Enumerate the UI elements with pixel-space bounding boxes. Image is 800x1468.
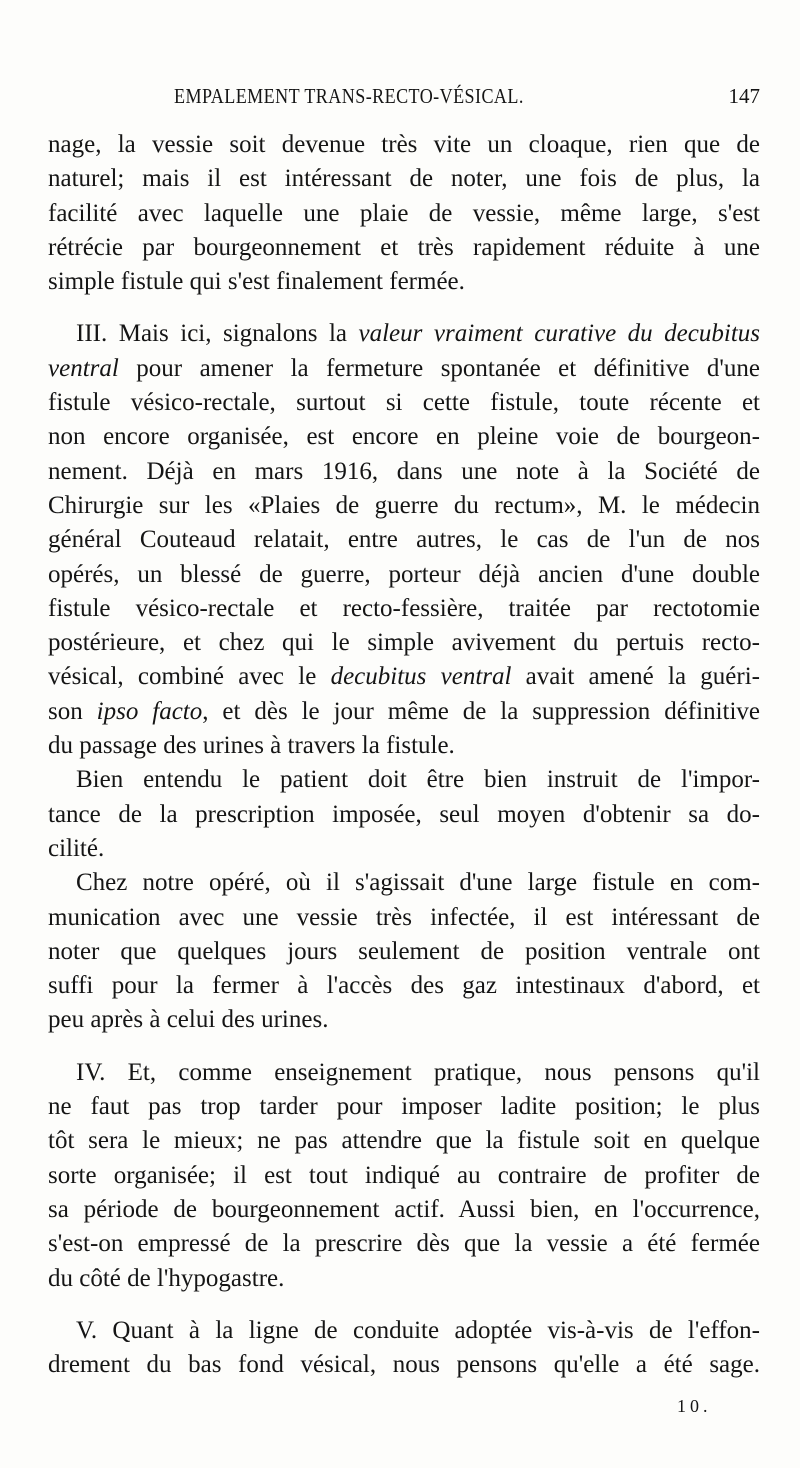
text-line: ventral pour amener la fermeture spontanée et définitive d'une	[48, 354, 760, 382]
text-line: tance de la prescription imposée, seul moyen d'obtenir sa do-	[48, 800, 760, 828]
text-line: fistule vésico-rectale et recto-fessière, traitée par rectotomie	[48, 594, 760, 622]
paragraph-IV	[48, 1056, 760, 1296]
text-line: vésical, combiné avec le decubitus ventral avait amené la guéri-	[48, 663, 760, 691]
text-line: simple fistule qui s'est finalement fermée.	[48, 268, 465, 296]
text-line: suffi pour la fermer à l'accès des gaz intestinaux d'abord, et	[48, 972, 760, 1000]
text-line: postérieure, et chez qui le simple avivement du pertuis recto-	[48, 629, 760, 657]
text-line: sorte organisée; il est tout indiqué au contraire de profiter de	[48, 1161, 760, 1189]
text-line: rétrécie par bourgeonnement et très rapidement réduite à une	[48, 233, 760, 261]
text-line: V. Quant à la ligne de conduite adoptée vis-à-vis de l'effon-	[76, 1316, 760, 1344]
paragraph-1	[48, 128, 760, 299]
text-line: nement. Déjà en mars 1916, dans une note à la Société de	[48, 457, 760, 485]
text-line: du passage des urines à travers la fistule.	[48, 732, 455, 760]
text-line: noter que quelques jours seulement de position ventrale ont	[48, 937, 760, 965]
text-line: son ipso facto, et dès le jour même de la suppression définitive	[48, 697, 761, 725]
text-line: non encore organisée, est encore en pleine voie de bourgeon-	[48, 423, 760, 451]
text-line: général Couteaud relatait, entre autres, le cas de l'un de nos	[48, 526, 760, 554]
text-line: munication avec une vessie très infectée, il est intéressant de	[48, 903, 760, 931]
text-line: facilité avec laquelle une plaie de vessie, même large, s'est	[48, 199, 760, 227]
text-line: naturel; mais il est intéressant de noter, une fois de plus, la	[48, 165, 760, 193]
running-head	[48, 84, 760, 114]
text-line: opérés, un blessé de guerre, porteur déjà ancien d'une double	[48, 560, 760, 588]
text-line: IV. Et, comme enseignement pratique, nous pensons qu'il	[76, 1058, 760, 1086]
paragraph-V	[48, 1314, 760, 1383]
text-line: III. Mais ici, signalons la valeur vraiment curative du decubitus	[76, 320, 760, 348]
page-body	[48, 128, 760, 1382]
text-line: sa période de bourgeonnement actif. Aussi bien, en l'occurrence,	[48, 1195, 760, 1223]
text-line: peu après à celui des urines.	[48, 1006, 329, 1034]
paragraph-chez-notre-opere	[48, 866, 760, 1037]
paragraph-bien-entendu	[48, 763, 760, 866]
page-number: 147	[728, 84, 760, 108]
text-line: ne faut pas trop tarder pour imposer ladite position; le plus	[48, 1093, 760, 1121]
text-line: tôt sera le mieux; ne pas attendre que la fistule soit en quelque	[48, 1127, 760, 1155]
running-head-title: EMPALEMENT TRANS-RECTO-VÉSICAL.	[174, 84, 524, 108]
text-line: drement du bas fond vésical, nous pensons qu'elle a été sage.	[48, 1351, 760, 1379]
text-line: Chez notre opéré, où il s'agissait d'une large fistule en com-	[76, 869, 760, 897]
text-line: fistule vésico-rectale, surtout si cette fistule, toute récente et	[48, 389, 760, 417]
text-line: nage, la vessie soit devenue très vite un cloaque, rien que de	[48, 131, 760, 158]
signature-mark: 10.	[677, 1396, 712, 1416]
text-line: du côté de l'hypogastre.	[48, 1264, 285, 1292]
text-line: Chirurgie sur les «Plaies de guerre du rectum», M. le médecin	[48, 491, 760, 519]
text-line: Bien entendu le patient doit être bien instruit de l'impor-	[76, 766, 760, 794]
paragraph-III	[48, 317, 760, 763]
text-line: s'est-on empressé de la prescrire dès que la vessie a été fermée	[48, 1230, 760, 1258]
text-line: cilité.	[48, 834, 105, 862]
